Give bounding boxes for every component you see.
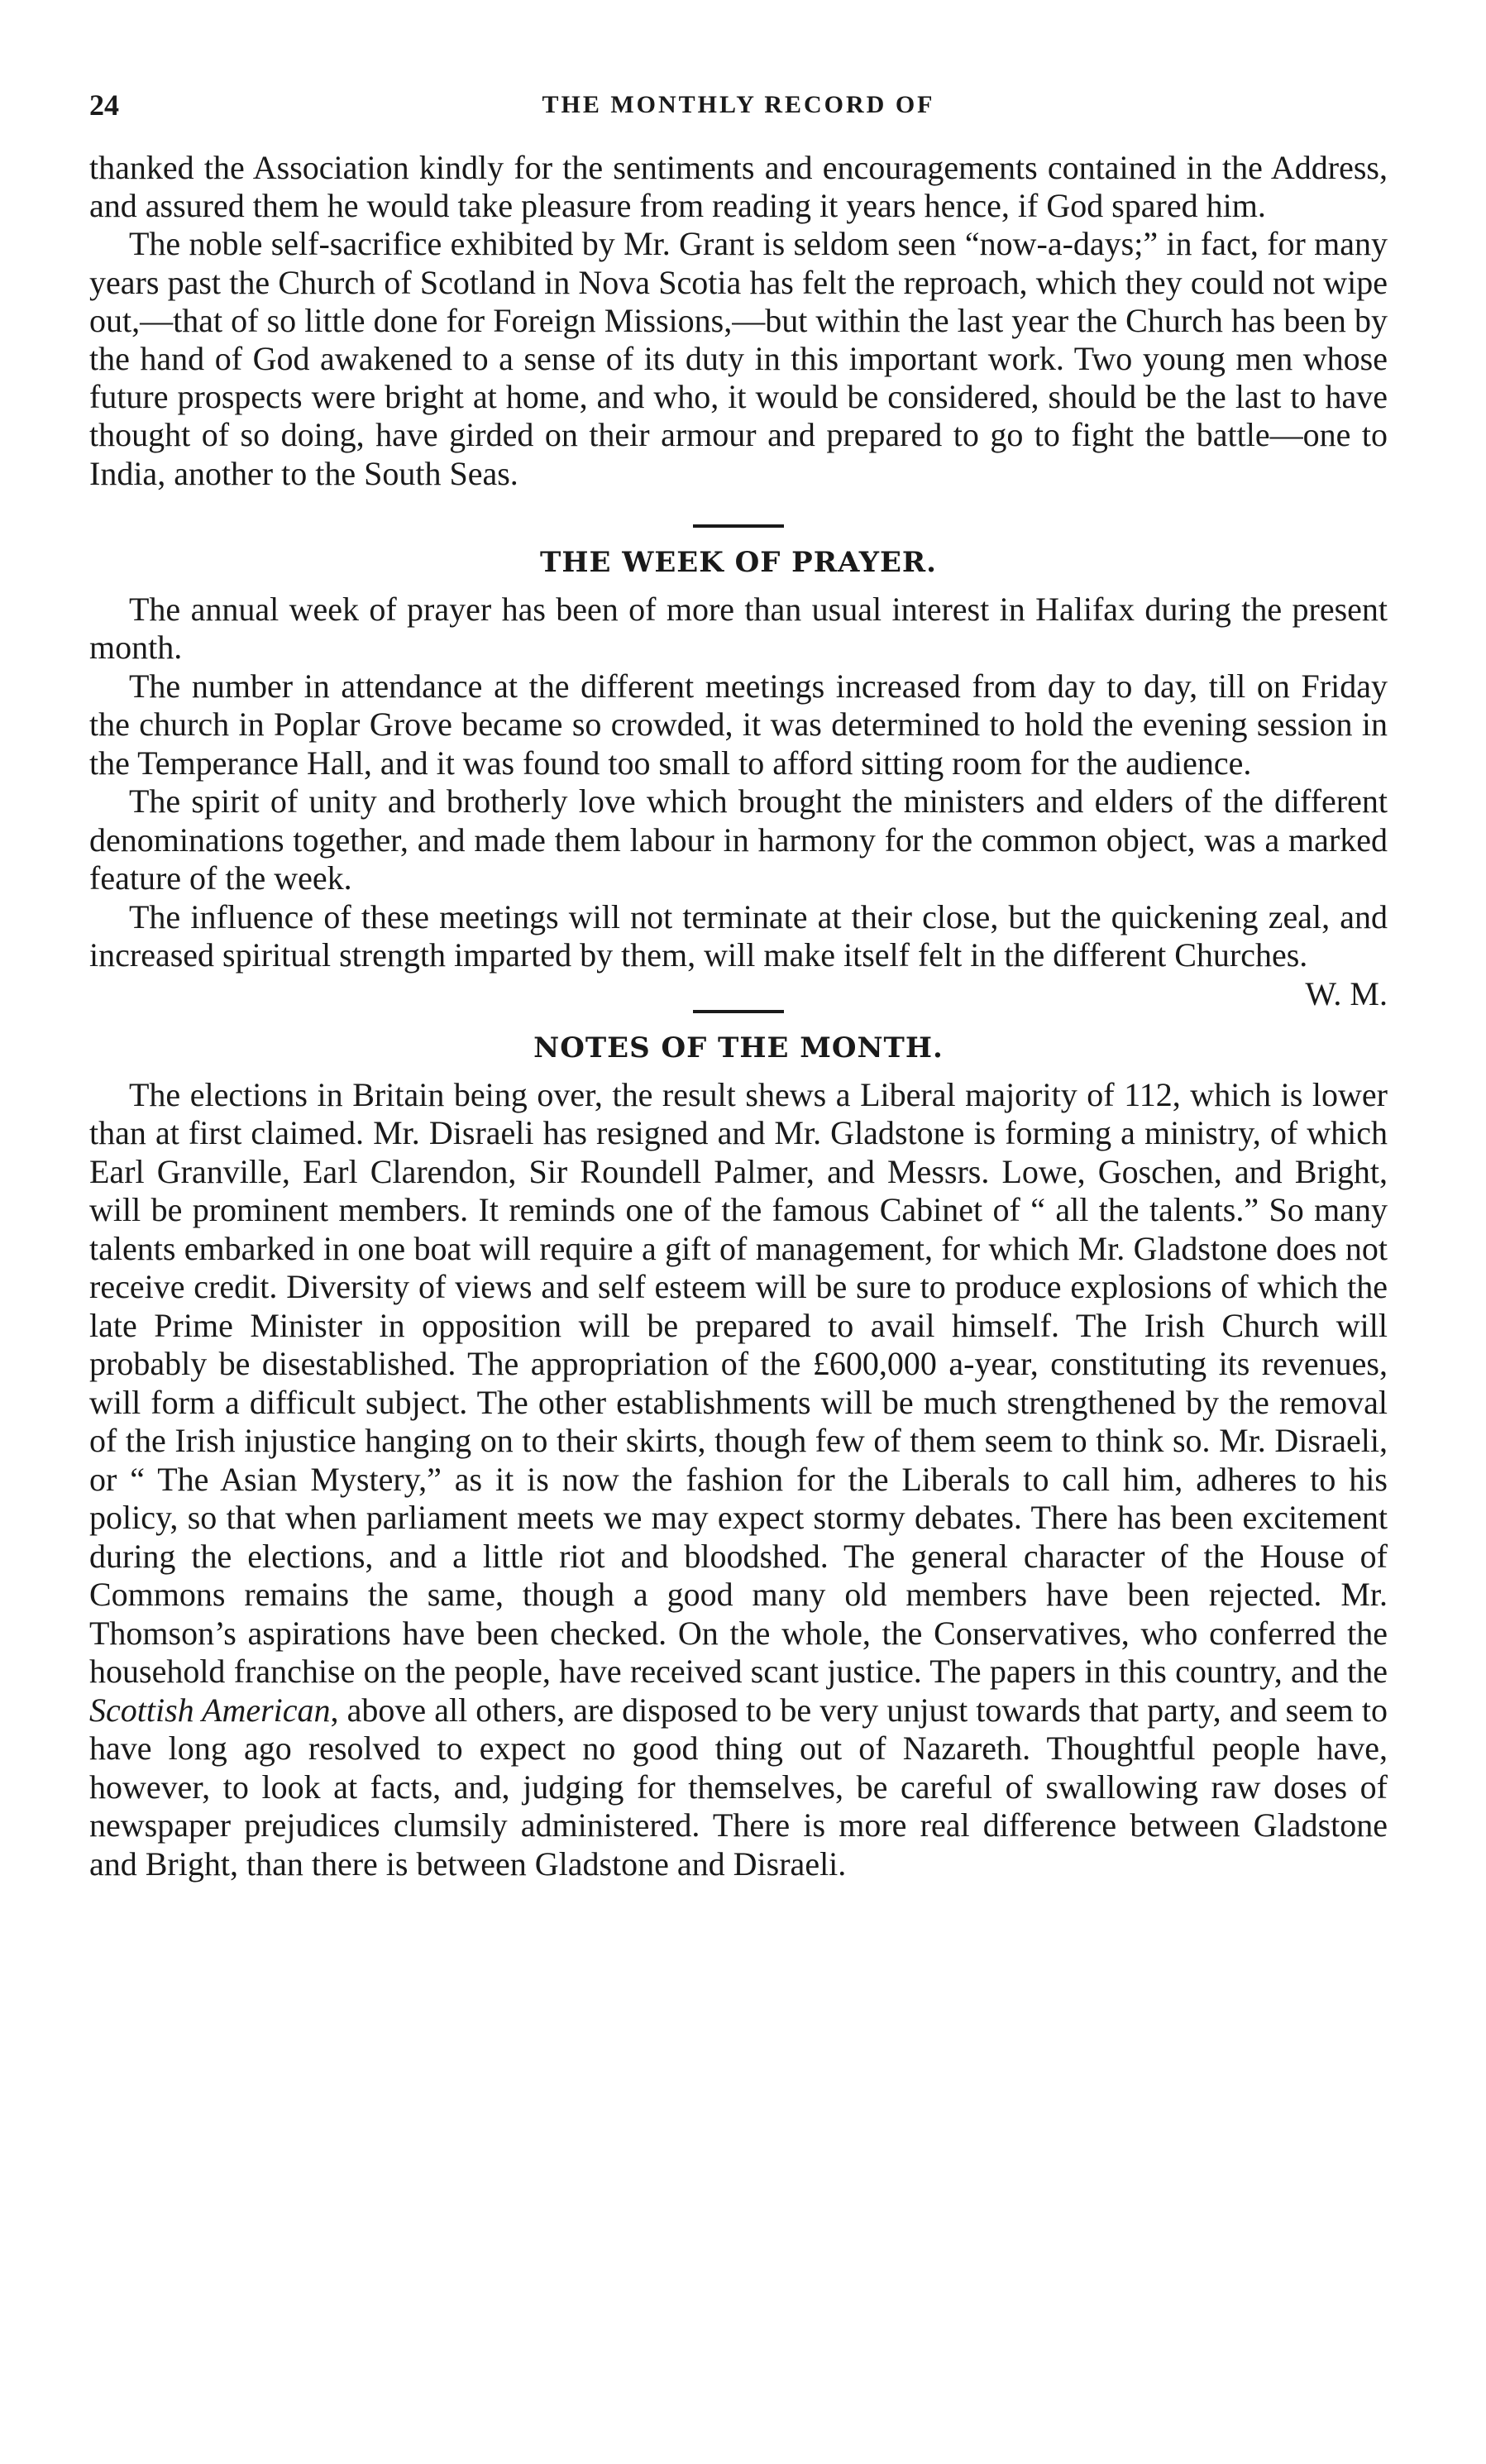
section-divider (693, 524, 784, 528)
notes-of-month-section (89, 1031, 1388, 1884)
section-divider (693, 1010, 784, 1013)
prayer-paragraph: The annual week of prayer has been of more than usual interest in Halifax during the present month. (89, 590, 1388, 667)
notes-paragraph (89, 1076, 1388, 1884)
section-heading: THE WEEK OF PRAYER. (540, 545, 937, 579)
section-heading: NOTES OF THE MONTH. (533, 1031, 944, 1065)
journal-title: THE MONTHLY RECORD OF (542, 91, 935, 118)
intro-section (89, 149, 1388, 493)
prayer-paragraph: The spirit of unity and brotherly love which brought the ministers and elders of the different denominations together, and made them labour in harmony for the common object, was a marked feature of the week. (89, 782, 1388, 897)
document-page (89, 79, 1388, 1883)
notes-text: , above all others, are disposed to be very unjust towards that party, and seem to have long ago resolved to expect no good thing out of Nazareth. Thoughtful people have, however, to look at facts, and, judging for themselves, be careful of swallowing raw doses of newspaper prejudices clumsily administered. There is more real difference between Gladstone and Bright, than there is between Gladstone and Disraeli. (89, 1691, 1388, 1883)
intro-paragraph: thanked the Association kindly for the sentiments and encouragements contained in the Address, and assured them he would take pleasure from reading it years hence, if God spared him. (89, 149, 1388, 225)
intro-paragraph: The noble self-sacrifice exhibited by Mr. Grant is seldom seen “now-a-days;” in fact, for many years past the Church of Scotland in Nova Scotia has felt the reproach, which they could not wipe out,—that of so little done for Foreign Missions,—but within the last year the Church has been by the hand of God awakened to a sense of its duty in this important work. Two young men whose future prospects were bright at home, and who, it would be considered, should be the last to have thought of so doing, have girded on their armour and prepared to go to fight the battle—one to India, another to the South Seas. (89, 225, 1388, 492)
newspaper-name: Scottish American (89, 1691, 331, 1729)
prayer-paragraph: The number in attendance at the different meetings increased from day to day, till on Friday the church in Poplar Grove became so crowded, it was determined to hold the evening session in the Temperance Hall, and it was found too small to afford sitting room for the audience. (89, 667, 1388, 782)
running-head (89, 79, 1388, 129)
prayer-paragraph-text: The influence of these meetings will not terminate at their close, but the quickening zeal, and increased spiritual strength imparted by them, will make itself felt in the different Churches. (89, 897, 1388, 974)
notes-text: The elections in Britain being over, the result shews a Liberal majority of 112, which is lower than at first claimed. Mr. Disraeli has resigned and Mr. Gladstone is forming a ministry, of which Earl Granville, Earl Clarendon, Sir Roundell Palmer, and Messrs. Lowe, Goschen, and Bright, will be prominent members. It reminds one of the famous Cabinet of “ all the talents.” So many talents embarked in one boat will require a gift of management, for which Mr. Gladstone does not receive credit. Diversity of views and self esteem will be sure to produce explosions of which the late Prime Minister in opposition will be prepared to avail himself. The Irish Church will probably be disestablished. The appropriation of the £600,000 a-year, constituting its revenues, will form a difficult subject. The other establishments will be much strengthened by the removal of the Irish injustice hanging on to their skirts, though few of them seem to think so. Mr. Disraeli, or “ The Asian Mystery,” as it is now the fashion for the Liberals to call him, adheres to his policy, so that when parliament meets we may expect stormy debates. There has been excitement during the elections, and a little riot and bloodshed. The general character of the House of Commons remains the same, though a good many old members have been rejected. Mr. Thomson’s aspirations have been checked. On the whole, the Conservatives, who conferred the household franchise on the people, have received scant justice. The papers in this country, and the (89, 1075, 1388, 1691)
week-of-prayer-section (89, 545, 1388, 1012)
author-signature: W. M. (1305, 974, 1388, 1012)
page-number: 24 (89, 89, 119, 122)
prayer-paragraph-final (89, 897, 1388, 1012)
